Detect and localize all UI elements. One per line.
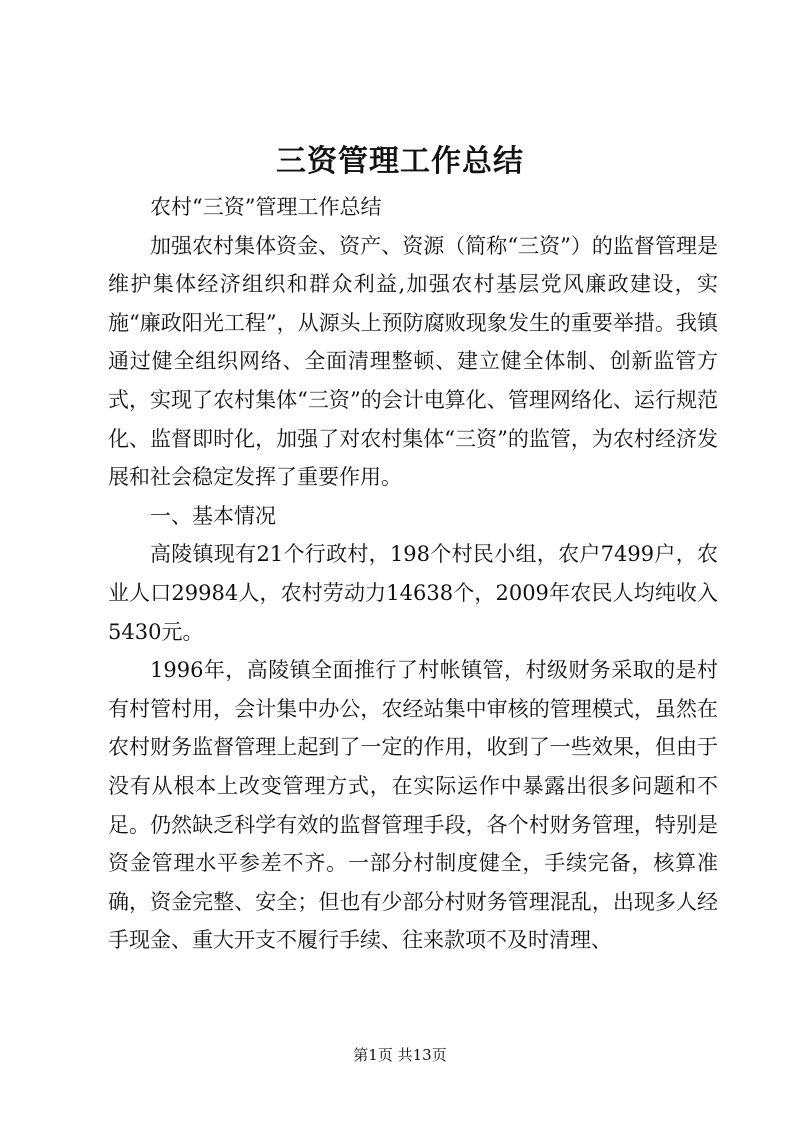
- paragraph-history: 1996年，高陵镇全面推行了村帐镇管，村级财务采取的是村有村管村用，会计集中办公，农经站集中审核的管理模式，虽然在农村财务监督管理上起到了一定的作用，收到了一些效果，但由于没有从根本上改变管理方式，在实际运作中暴露出很多问题和不足。仍然缺乏科学有效的监督管理手段，各个村财务管理，特别是资金管理水平参差不齐。一部分村制度健全，手续完备，核算准确，资金完整、安全；但也有少部分村财务管理混乱，出现多人经手现金、重大开支不履行手续、往来款项不及时清理、: [108, 658, 718, 953]
- section-heading-basic-situation: 一、基本情况: [150, 503, 276, 528]
- paragraph-intro: 加强农村集体资金、资产、资源（简称“三资”）的监督管理是维护集体经济组织和群众利益,加强农村基层党风廉政建设，实施“廉政阳光工程”，从源头上预防腐败现象发生的重要举措。我镇通过健全组织网络、全面清理整顿、建立健全体制、创新监管方式，实现了农村集体“三资”的会计电算化、管理网络化、运行规范化、监督即时化，加强了对农村集体“三资”的监管，为农村经济发展和社会稳定发挥了重要作用。: [108, 233, 718, 490]
- paragraph-subtitle: 农村“三资”管理工作总结: [150, 195, 382, 219]
- paragraph-statistics: 高陵镇现有21个行政村，198个村民小组，农户7499户，农业人口29984人，农村劳动力14638个，2009年农民人均纯收入5430元。: [108, 542, 718, 644]
- document-body: [108, 188, 718, 960]
- document-title: 三资管理工作总结: [276, 144, 524, 179]
- page-footer: 第1页 共13页: [353, 1046, 447, 1064]
